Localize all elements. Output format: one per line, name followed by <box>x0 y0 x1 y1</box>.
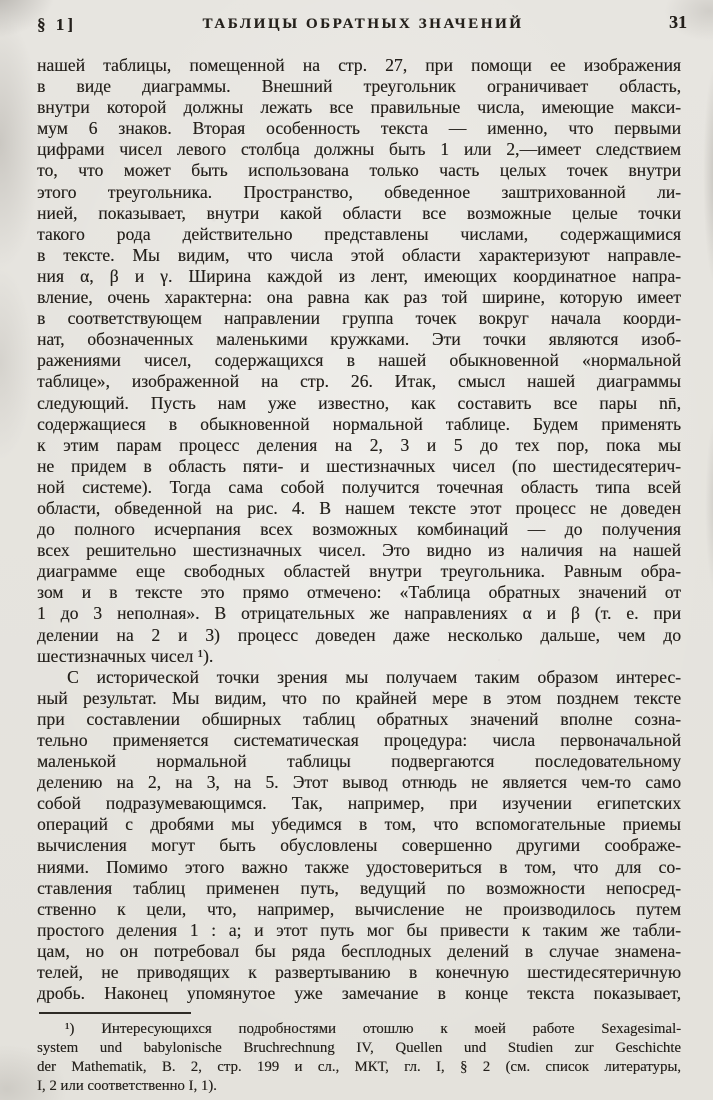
text-line: ставления таблиц применен путь, ведущий по возможности непосред- <box>37 877 681 898</box>
text-line: 1 до 3 неполная». В отрицательных же направлениях α и β (т. е. при <box>37 603 681 624</box>
text-line: цам, но он потребовал бы ряда бесплодных делений в случае знамена- <box>37 940 681 961</box>
text-line: следующий. Пусть нам уже известно, как составить все пары nn̄, <box>37 392 681 413</box>
text-line: диаграмме еще свободных областей внутри треугольника. Равным обра- <box>37 561 681 582</box>
text-line: до полного исчерпания всех возможных комбинаций — до получения <box>37 519 681 540</box>
text-line: вычисления могут быть обусловлены совершенно другими соображе- <box>37 835 681 856</box>
text-line: операций с дробями мы убедимся в том, что вспомогательные приемы <box>37 814 681 835</box>
text-line: ный результат. Мы видим, что по крайней мере в этом позднем тексте <box>37 687 681 708</box>
text-line: дробь. Наконец упомянутое уже замечание в конце текста показывает, <box>37 983 681 1004</box>
text-line: мум 6 знаков. Вторая особенность текста — именно, что первыми <box>37 118 681 139</box>
text-line: простого деления 1 : a; и этот путь мог бы привести к таким же табли- <box>37 919 681 940</box>
text-line: ¹) Интересующихся подробностями отошлю к моей работе Sexagesimal- <box>65 1021 681 1037</box>
text-line: телей, не приводящих к развертыванию в конечную шестидесятеричную <box>37 962 681 983</box>
text-line: то, что может быть использована только часть целых точек внутри <box>37 160 681 181</box>
text-line: маленькой нормальной таблицы подвергаются последовательному <box>37 751 681 772</box>
text-line: ной системе). Тогда сама собой получится точечная область типа всей <box>37 476 681 497</box>
text-line: такого рода действительно представлены числами, содержащимися <box>37 223 681 244</box>
text-line: ниями. Помимо этого важно также удостовериться в том, что для со- <box>37 856 681 877</box>
text-line: таблице», изображенной на стр. 26. Итак, смысл нашей диаграммы <box>37 371 681 392</box>
text-line: ражениями чисел, содержащихся в нашей обыкновенной «нормальной <box>37 350 681 371</box>
text-line: нат, обозначенных маленькими кружками. Эти точки являются изоб- <box>37 329 681 350</box>
footnote-text <box>37 1020 681 1096</box>
paragraph-continuation <box>37 55 681 667</box>
text-line: собой подразумевающимся. Так, например, при изучении египетских <box>37 793 681 814</box>
text-line: при составлении обширных таблиц обратных значений вполне созна- <box>37 708 681 729</box>
text-line: в виде диаграммы. Внешний треугольник ограничивает область, <box>37 76 681 97</box>
text-line: С исторической точки зрения мы получаем таким образом интерес- <box>67 666 681 687</box>
text-line: области, обведенной на рис. 4. В нашем тексте этот процесс не доведен <box>37 497 681 518</box>
text-line: содержащиеся в обыкновенной нормальной таблице. Будем применять <box>37 413 681 434</box>
text-line: нией, показывает, внутри какой области все возможные целые точки <box>37 202 681 223</box>
text-line: внутри которой должны лежать все правильные числа, имеющие макси- <box>37 97 681 118</box>
text-line: ния α, β и γ. Ширина каждой из лент, имеющих координатное напра- <box>37 265 681 286</box>
text-line: зом и в тексте это прямо отмечено: «Таблица обратных значений от <box>37 582 681 603</box>
text-line: не придем в область пяти- и шестизначных чисел (по шестидесятерич- <box>37 455 681 476</box>
page-number: 31 <box>669 12 687 32</box>
page-header <box>37 12 689 38</box>
text-line: der Mathematik, B. 2, стр. 199 и сл., МКТ, гл. I, § 2 (см. список литературы, <box>37 1059 681 1075</box>
paragraph-historical-result <box>37 667 681 1005</box>
text-line: в тексте. Мы видим, что числа этой области характеризуют направле- <box>37 244 681 265</box>
running-title: ТАБЛИЦЫ ОБРАТНЫХ ЗНАЧЕНИЙ <box>202 16 524 32</box>
section-mark: § 1] <box>37 15 76 34</box>
text-line: ственно к цели, что, например, вычисление не производилось путем <box>37 898 681 919</box>
text-line: нашей таблицы, помещенной на стр. 27, при помощи ее изображения <box>37 55 681 75</box>
text-line: в соответствующем направлении группа точек вокруг начала коорди- <box>37 308 681 329</box>
text-line: I, 2 или соответственно I, 1). <box>37 1078 217 1094</box>
text-line: цифрами чисел левого столбца должны быть 1 или 2,—имеет следствием <box>37 139 681 160</box>
text-line: вление, очень характерна: она равна как раз той ширине, которую имеет <box>37 287 681 308</box>
text-line: шестизначных чисел ¹). <box>37 645 214 666</box>
footnote-rule <box>39 1012 191 1014</box>
text-line: к этим парам процесс деления на 2, 3 и 5 до тех пор, пока мы <box>37 434 681 455</box>
text-line: тельно применяется систематическая процедура: числа первоначальной <box>37 730 681 750</box>
text-line: всех решительно шестизначных чисел. Это видно из наличия на нашей <box>37 540 681 561</box>
text-line: делении на 2 и 3) процесс доведен даже несколько дальше, чем до <box>37 624 681 645</box>
body-text <box>37 55 681 1004</box>
footnote <box>37 1012 681 1096</box>
text-line: этого треугольника. Пространство, обведенное заштрихованной ли- <box>37 181 681 202</box>
text-line: system und babylonische Bruchrechnung IV, Quellen und Studien zur Geschichte <box>37 1040 681 1056</box>
text-line: делению на 2, на 3, на 5. Этот вывод отнюдь не является чем-то само <box>37 772 681 793</box>
